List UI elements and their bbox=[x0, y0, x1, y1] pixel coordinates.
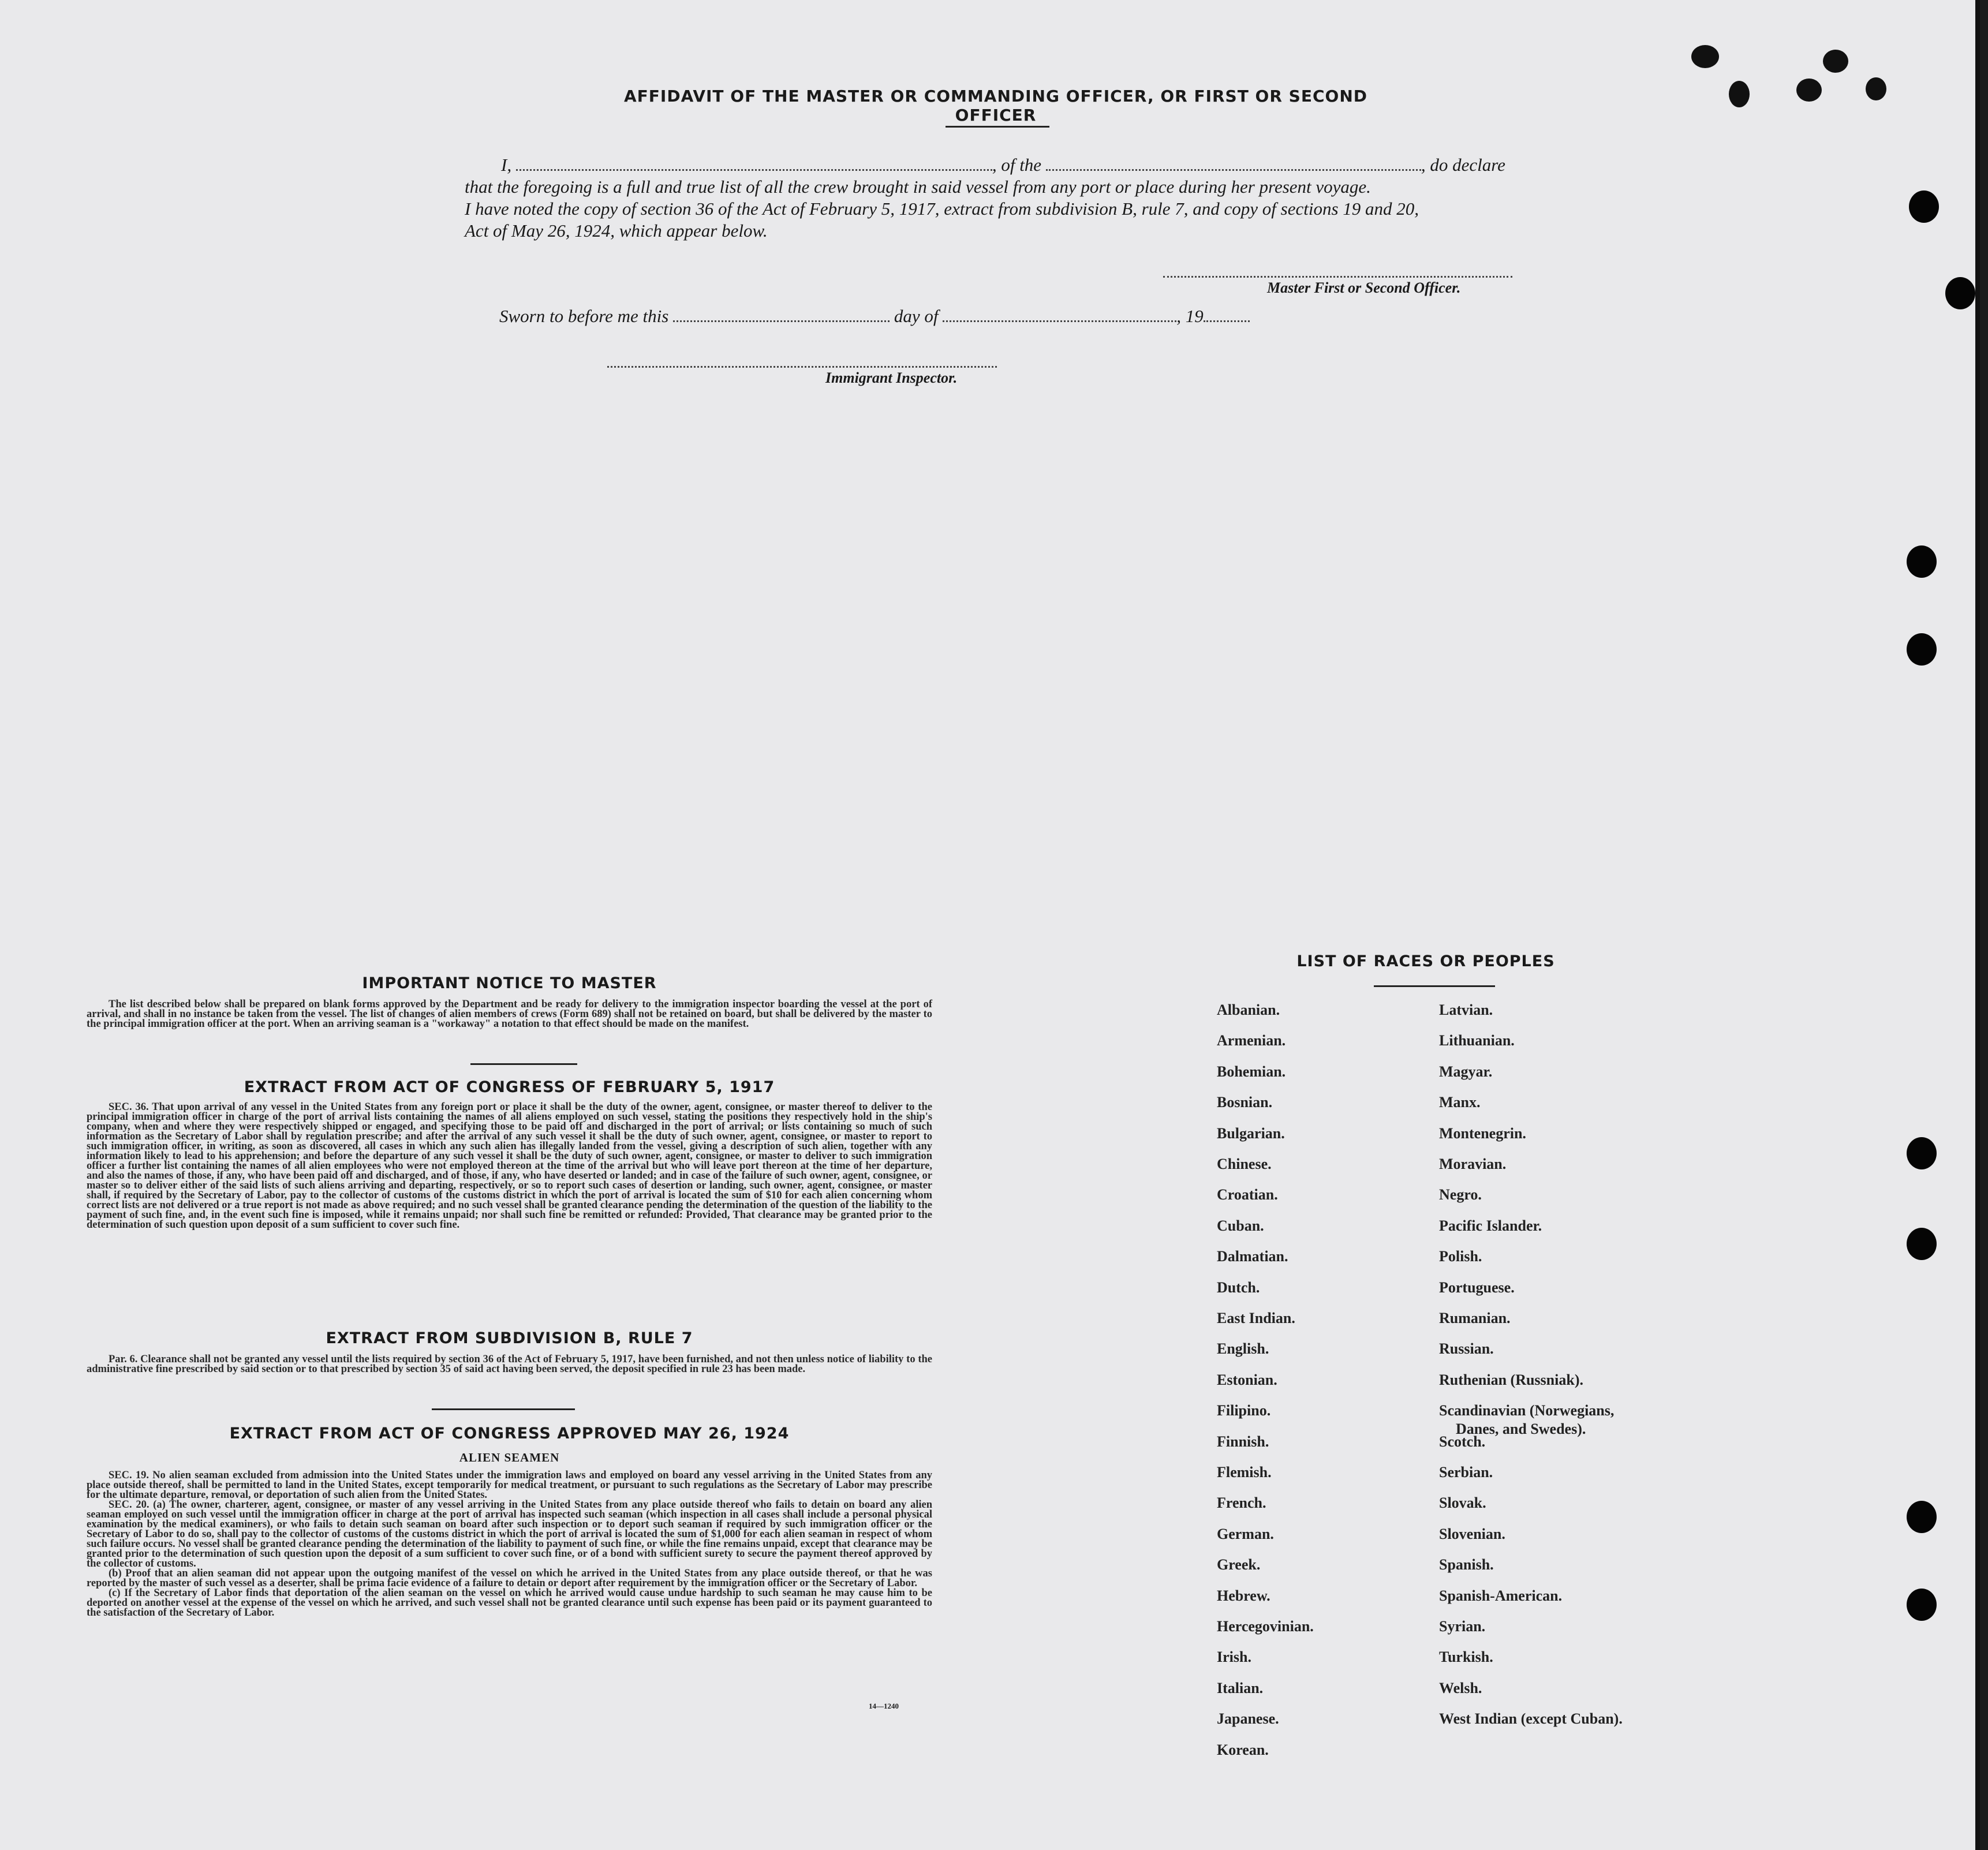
race-item: Magyar. bbox=[1439, 1063, 1493, 1080]
sworn-day-of: day of bbox=[894, 306, 939, 326]
race-item: Rumanian. bbox=[1439, 1310, 1511, 1326]
race-item: Hebrew. bbox=[1217, 1587, 1270, 1604]
punch-hole bbox=[1907, 1501, 1937, 1533]
declaration-line-2: that the foregoing is a full and true list of all the crew brought in said vessel from any port or place during her present voyage. bbox=[465, 177, 1371, 197]
title-divider bbox=[946, 126, 1049, 128]
race-item: Scandinavian (Norwegians, bbox=[1439, 1402, 1615, 1419]
punch-hole bbox=[1907, 1137, 1937, 1169]
sec-20c-text: (c) If the Secretary of Labor finds that deportation of the alien seaman on the vessel on which he arrived would cause undue hardship to such seaman he may cause him to be deported on another vessel at the expense of the vessel on which he arrived, and such vessel shall not be granted clearance until such expense has been paid or its payment guaranteed to the satisfaction of the Secretary of Labor. bbox=[87, 1587, 932, 1619]
race-item: Chinese. bbox=[1217, 1156, 1272, 1172]
race-item: Pacific Islander. bbox=[1439, 1217, 1542, 1234]
sworn-year-field[interactable] bbox=[1204, 320, 1250, 322]
master-signature-line[interactable] bbox=[1163, 276, 1512, 278]
race-item: Filipino. bbox=[1217, 1402, 1271, 1419]
punch-hole bbox=[1945, 277, 1975, 309]
ink-spot bbox=[1823, 50, 1848, 73]
master-signature-label: Master First or Second Officer. bbox=[1267, 279, 1461, 296]
rule7-divider bbox=[432, 1408, 575, 1410]
ink-spot bbox=[1691, 45, 1719, 68]
ink-spot bbox=[1866, 77, 1886, 100]
sworn-year: , 19 bbox=[1176, 306, 1204, 326]
extract-rule7-title: EXTRACT FROM SUBDIVISION B, RULE 7 bbox=[326, 1329, 693, 1347]
alien-seamen-subtitle: ALIEN SEAMEN bbox=[459, 1451, 560, 1464]
sworn-prefix: Sworn to before me this bbox=[499, 306, 669, 326]
master-name-field[interactable] bbox=[516, 169, 992, 171]
race-item: Flemish. bbox=[1217, 1464, 1272, 1481]
race-item: French. bbox=[1217, 1494, 1266, 1512]
sworn-line bbox=[499, 306, 1250, 327]
sworn-day-field[interactable] bbox=[673, 320, 890, 322]
declaration-line-3: I have noted the copy of section 36 of the Act of February 5, 1917, extract from subdivision B, rule 7, and copy of sections 19 and 20, bbox=[465, 199, 1419, 219]
extract-1924-body bbox=[87, 1471, 932, 1618]
race-item: Latvian. bbox=[1439, 1001, 1493, 1018]
race-item: Manx. bbox=[1439, 1094, 1481, 1111]
punch-hole bbox=[1909, 190, 1939, 223]
race-item: Polish. bbox=[1439, 1248, 1482, 1265]
race-item: Welsh. bbox=[1439, 1679, 1482, 1696]
race-item: Moravian. bbox=[1439, 1156, 1507, 1172]
race-item: Syrian. bbox=[1439, 1618, 1486, 1635]
race-item: East Indian. bbox=[1217, 1310, 1295, 1326]
extract-1917-title: EXTRACT FROM ACT OF CONGRESS OF FEBRUARY 5, 1917 bbox=[244, 1078, 775, 1096]
inspector-signature-line[interactable] bbox=[607, 366, 997, 368]
race-item: Estonian. bbox=[1217, 1371, 1277, 1388]
race-item: Danes, and Swedes). bbox=[1456, 1421, 1586, 1438]
notice-divider bbox=[470, 1063, 577, 1065]
race-item: Montenegrin. bbox=[1439, 1124, 1526, 1142]
punch-hole bbox=[1907, 545, 1937, 578]
race-item: Dalmatian. bbox=[1217, 1248, 1288, 1265]
notice-title: IMPORTANT NOTICE TO MASTER bbox=[362, 974, 657, 992]
ink-spot bbox=[1796, 79, 1822, 102]
notice-text: The list described below shall be prepared on blank forms approved by the Department and be ready for delivery to the immigration inspector boarding the vessel at the port of arrival, and shall in no instance be taken from the vessel. The list of changes of alien members of crews (Form 689) shall not be retained on board, but shall be delivered by the master to the principal immigration officer at the port. When an arriving seaman is a "workaway" a notation to that effect should be made on the manifest. bbox=[87, 999, 932, 1030]
races-title: LIST OF RACES OR PEOPLES bbox=[1296, 952, 1555, 970]
race-item: Spanish-American. bbox=[1439, 1587, 1563, 1604]
sec-19-text: SEC. 19. No alien seaman excluded from admission into the United States under the immigration laws and employed on board any vessel arriving in the United States from any place outside thereof, shall be permitted to land in the United States, except temporarily for medical treatment, or pursuant to such regulations as the Secretary of Labor may prescribe for the ultimate departure, removal, or deportation of such alien from the United States. bbox=[87, 1470, 932, 1501]
race-item: Cuban. bbox=[1217, 1217, 1264, 1234]
vessel-name-field[interactable] bbox=[1046, 169, 1421, 171]
races-divider bbox=[1374, 985, 1495, 987]
declare-of-the: , of the bbox=[992, 155, 1042, 175]
race-item: Korean. bbox=[1217, 1741, 1269, 1758]
sec-36-text: SEC. 36. That upon arrival of any vessel in the United States from any foreign port or place it shall be the duty of the owner, agent, consignee, or master thereof to deliver to the principal immigration officer in charge of the port of arrival lists containing the names of all aliens employed on such vessel, stating the positions they respectively hold in the ship's company, when and where they were respectively shipped or engaged, and specifying those to be paid off and discharged in the port of arrival; or lists containing so much of such information as the Secretary of Labor shall by regulation prescribe; and after the arrival of any such vessel it shall be the duty of such owner, agent, consignee, or master to report to such immigration officer, in writing, as soon as discovered, all cases in which any such alien has illegally landed from the vessel, giving a description of such alien, together with any information likely to lead to his apprehension; and before the departure of any such vessel it shall be the duty of such owner, agent, consignee, or master to deliver to such immigration officer a further list containing the names of all alien employees who were not employed thereon at the time of the arrival but who will leave port thereon at the time of her departure, and also the names of those, if any, who have been paid off and discharged, and of those, if any, who have deserted or landed; and in case of the failure of such owner, agent, consignee, or master so to deliver either of the said lists of such aliens arriving and departing, respectively, or so to report such cases of desertion or landing, such owner, agent, consignee, or master shall, if required by the Secretary of Labor, pay to the collector of customs of the customs district in which the port of arrival is located the sum of $10 for each alien concerning whom correct lists are not delivered or a true report is not made as above required; and no such vessel shall be granted clearance pending the determination of the question of the liability to the payment of such fine, and, in the event such fine is imposed, while it remains unpaid; nor shall such fine be remitted or refunded: Provided, That clearance may be granted prior to the determination of such question upon deposit of a sum sufficient to cover such fine. bbox=[87, 1101, 932, 1231]
affidavit-title: AFFIDAVIT OF THE MASTER OR COMMANDING OFFICER, OR FIRST OR SECOND OFFICER bbox=[623, 87, 1367, 125]
declaration-line-1 bbox=[501, 155, 1505, 175]
race-item: Italian. bbox=[1217, 1679, 1264, 1696]
race-item: German. bbox=[1217, 1525, 1274, 1542]
race-item: Lithuanian. bbox=[1439, 1032, 1515, 1049]
declare-do-declare: , do declare bbox=[1421, 155, 1505, 175]
notice-body bbox=[87, 1000, 932, 1029]
declaration-line-4: Act of May 26, 1924, which appear below. bbox=[465, 220, 768, 241]
race-item: Portuguese. bbox=[1439, 1279, 1515, 1296]
declare-i: I, bbox=[501, 155, 512, 175]
sworn-month-field[interactable] bbox=[943, 320, 1176, 322]
punch-hole bbox=[1907, 633, 1937, 666]
sec-20b-text: (b) Proof that an alien seaman did not appear upon the outgoing manifest of the vessel on which he arrived in the United States from any place outside thereof, or that he was reported by the master of such vessel as a deserter, shall be prima facie evidence of a failure to detain or deport after requirement by the immigration officer or the Secretary of Labor. bbox=[87, 1568, 932, 1589]
extract-rule7-body bbox=[87, 1355, 932, 1374]
race-item: Slovak. bbox=[1439, 1494, 1486, 1512]
race-item: Scotch. bbox=[1439, 1433, 1486, 1450]
punch-hole bbox=[1907, 1228, 1937, 1260]
race-item: Slovenian. bbox=[1439, 1525, 1505, 1542]
race-item: Ruthenian (Russniak). bbox=[1439, 1371, 1583, 1388]
race-item: West Indian (except Cuban). bbox=[1439, 1710, 1623, 1728]
race-item: English. bbox=[1217, 1340, 1269, 1358]
punch-hole bbox=[1907, 1589, 1937, 1621]
race-item: Hercegovinian. bbox=[1217, 1618, 1314, 1635]
race-item: Turkish. bbox=[1439, 1649, 1493, 1666]
race-item: Croatian. bbox=[1217, 1186, 1278, 1204]
race-item: Dutch. bbox=[1217, 1279, 1260, 1296]
race-item: Irish. bbox=[1217, 1649, 1251, 1666]
race-item: Bosnian. bbox=[1217, 1094, 1273, 1111]
par-6-text: Par. 6. Clearance shall not be granted any vessel until the lists required by section 36 of the Act of February 5, 1917, have been furnished, and not then unless notice of liability to the administrative fine prescribed by said section or to that prescribed by section 35 of said act having been served, the deposit specified in rule 23 has been made. bbox=[87, 1354, 932, 1375]
race-item: Russian. bbox=[1439, 1340, 1494, 1358]
race-item: Albanian. bbox=[1217, 1001, 1280, 1018]
race-item: Greek. bbox=[1217, 1556, 1261, 1574]
extract-1924-title: EXTRACT FROM ACT OF CONGRESS APPROVED MAY 26, 1924 bbox=[229, 1425, 790, 1442]
race-item: Bohemian. bbox=[1217, 1063, 1286, 1080]
race-item: Negro. bbox=[1439, 1186, 1482, 1204]
race-item: Bulgarian. bbox=[1217, 1124, 1285, 1142]
race-item: Spanish. bbox=[1439, 1556, 1494, 1574]
race-item: Serbian. bbox=[1439, 1464, 1493, 1481]
race-item: Armenian. bbox=[1217, 1032, 1286, 1049]
form-number: 14—1240 bbox=[869, 1702, 899, 1710]
sec-20a-text: SEC. 20. (a) The owner, charterer, agent, consignee, or master of any vessel arriving in the United States from any place outside thereof who fails to detain on board any alien seaman employed on such vessel until the immigration officer in charge at the port of arrival has inspected such seaman (which inspection in all cases shall include a personal physical examination by the medical examiners), or who fails to detain such seaman on board after such inspection or to deport such seaman if required by such immigration officer or the Secretary of Labor to do so, shall pay to the collector of customs of the customs district in which the port of arrival is located the sum of $1,000 for each alien seaman in respect of whom such failure occurs. No vessel shall be granted clearance pending the determination of the liability to payment of such fine, or while the fine remains unpaid, except that clearance may be granted prior to the determination of such question upon the deposit of a sum sufficient to cover such fine, or of a bond with sufficient surety to secure the payment thereof approved by the collector of customs. bbox=[87, 1499, 932, 1569]
ink-spot bbox=[1729, 81, 1750, 107]
race-item: Japanese. bbox=[1217, 1710, 1279, 1728]
race-item: Finnish. bbox=[1217, 1433, 1269, 1450]
inspector-label: Immigrant Inspector. bbox=[825, 369, 958, 386]
extract-1917-body bbox=[87, 1102, 932, 1230]
